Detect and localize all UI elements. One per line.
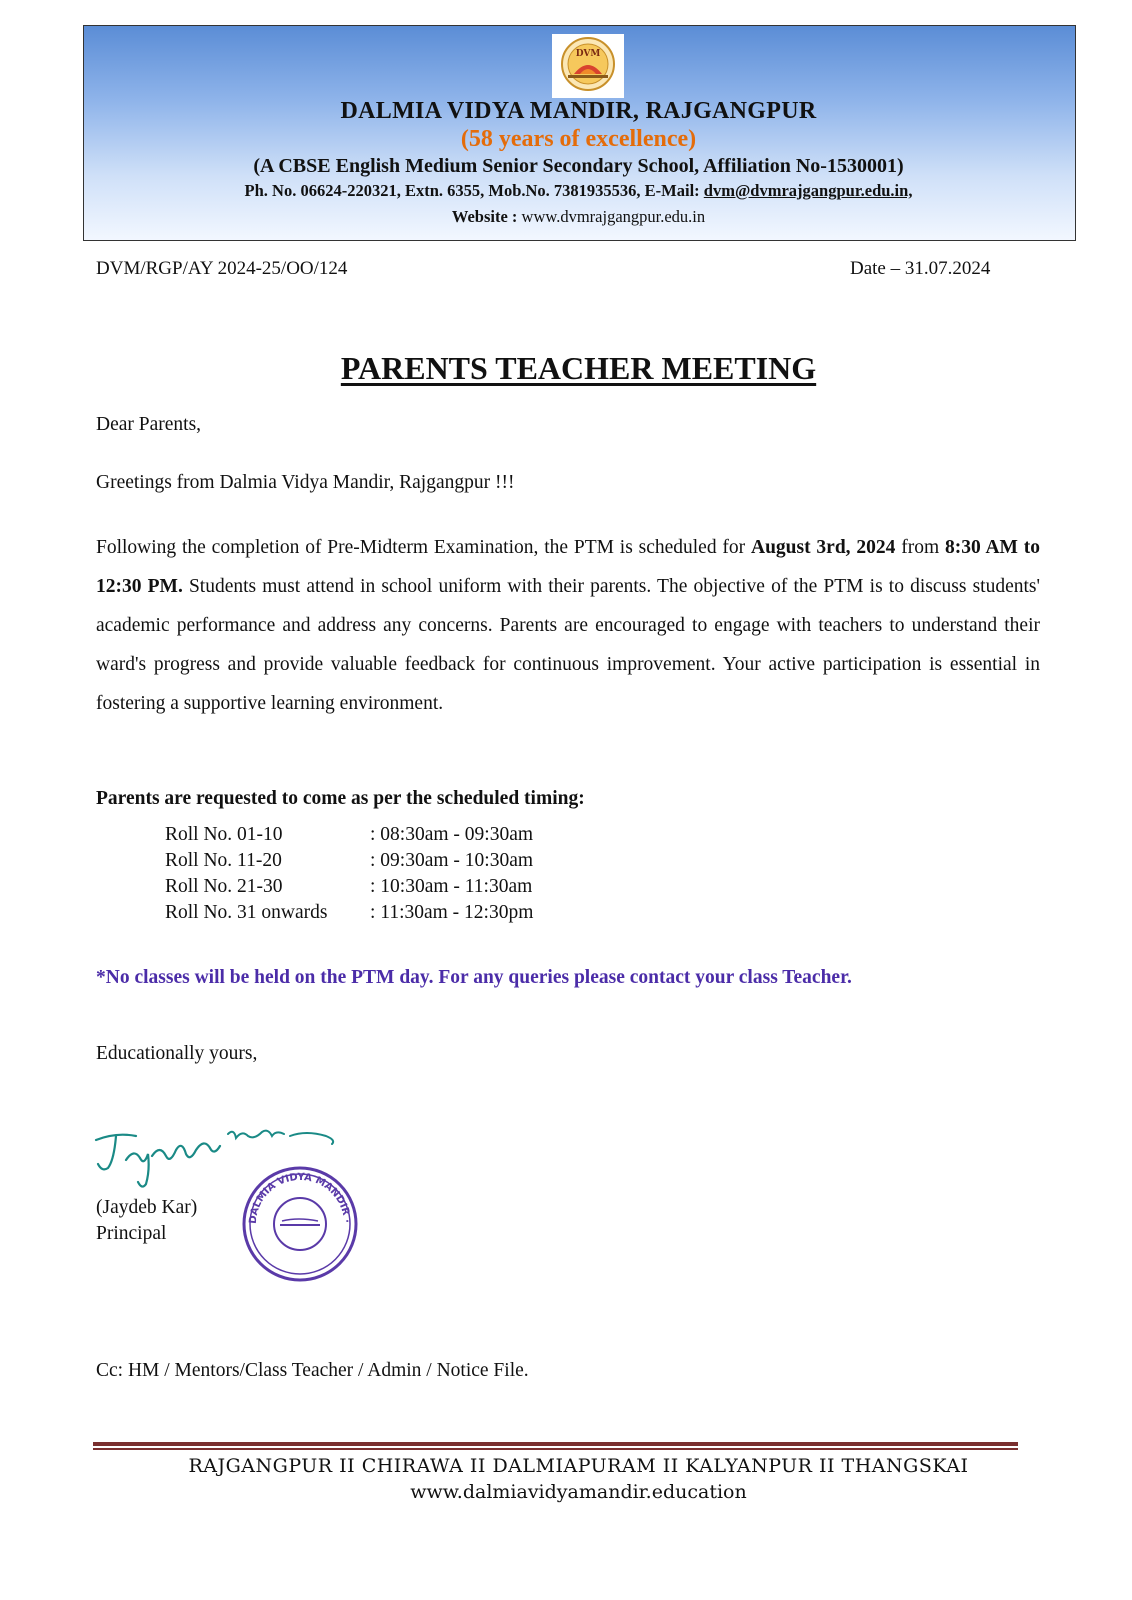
website-line	[83, 207, 1074, 227]
salutation: Dear Parents,	[96, 414, 202, 435]
ptm-date: August 3rd, 2024	[750, 537, 896, 558]
logo-initials: DVM	[575, 49, 601, 59]
reference-number: DVM/RGP/AY 2024-25/OO/124	[96, 258, 348, 279]
notice-date: Date – 31.07.2024	[850, 258, 991, 279]
schedule-roll: Roll No. 21-30	[165, 876, 283, 897]
sign-off: Educationally yours,	[96, 1043, 258, 1064]
schedule-time: : 10:30am - 11:30am	[370, 876, 533, 897]
signer-name: (Jaydeb Kar)	[96, 1197, 198, 1218]
important-note: *No classes will be held on the PTM day. For any queries please contact your class Teacher.	[96, 967, 852, 988]
footer-branches: RAJGANGPUR II CHIRAWA II DALMIAPURAM II KALYANPUR II THANGSKAI	[188, 1455, 969, 1477]
contact-email[interactable]: dvm@dvmrajgangpur.edu.in,	[703, 181, 913, 200]
notice-title: PARENTS TEACHER MEETING	[340, 350, 817, 386]
schedule-heading: Parents are requested to come as per the scheduled timing:	[96, 788, 585, 809]
cc-list: Cc: HM / Mentors/Class Teacher / Admin / Notice File.	[96, 1360, 529, 1381]
body-text-3: Students must attend in school uniform with their parents. The objective of the PTM is to discuss students' academic performance and address any concerns. Parents are encouraged to engage with teachers to understand their ward's progress and provide valuable feedback for continuous improvement. Your active participation is essential in fostering a supportive learning environment.	[96, 576, 1040, 714]
body-text-2: from	[895, 537, 945, 558]
footer-divider	[93, 1442, 1018, 1446]
body-text-1: Following the completion of Pre-Midterm Examination, the PTM is scheduled for	[96, 537, 751, 558]
notice-body	[96, 528, 1040, 723]
school-logo	[552, 34, 624, 98]
school-name: DALMIA VIDYA MANDIR, RAJGANGPUR	[340, 98, 817, 124]
signer-role: Principal	[96, 1223, 167, 1244]
affiliation-line: (A CBSE English Medium Senior Secondary School, Affiliation No-1530001)	[253, 155, 904, 177]
seal-text: DALMIA VIDYA MANDIR ·	[247, 1171, 353, 1225]
schedule-time: : 11:30am - 12:30pm	[370, 902, 534, 923]
footer-divider-thin	[93, 1448, 1018, 1450]
school-seal	[238, 1165, 362, 1283]
website-label: Website :	[451, 207, 522, 226]
footer-website[interactable]: www.dalmiavidyamandir.education	[410, 1481, 747, 1503]
school-tagline: (58 years of excellence)	[460, 126, 697, 152]
greeting: Greetings from Dalmia Vidya Mandir, Rajgangpur !!!	[96, 472, 515, 493]
schedule-time: : 09:30am - 10:30am	[370, 850, 534, 871]
schedule-time: : 08:30am - 09:30am	[370, 824, 534, 845]
contact-phones: Ph. No. 06624-220321, Extn. 6355, Mob.No. 7381935536, E-Mail:	[244, 181, 704, 200]
website-link[interactable]: www.dvmrajgangpur.edu.in	[521, 207, 706, 226]
schedule-roll: Roll No. 31 onwards	[165, 902, 328, 923]
schedule-roll: Roll No. 01-10	[165, 824, 283, 845]
contact-line	[83, 181, 1074, 201]
schedule-roll: Roll No. 11-20	[165, 850, 282, 871]
ptm-time: 8:30 AM to 12:30 PM.	[96, 537, 1041, 597]
svg-text:DALMIA VIDYA MANDIR · RAJGANGP	[238, 1165, 352, 1224]
